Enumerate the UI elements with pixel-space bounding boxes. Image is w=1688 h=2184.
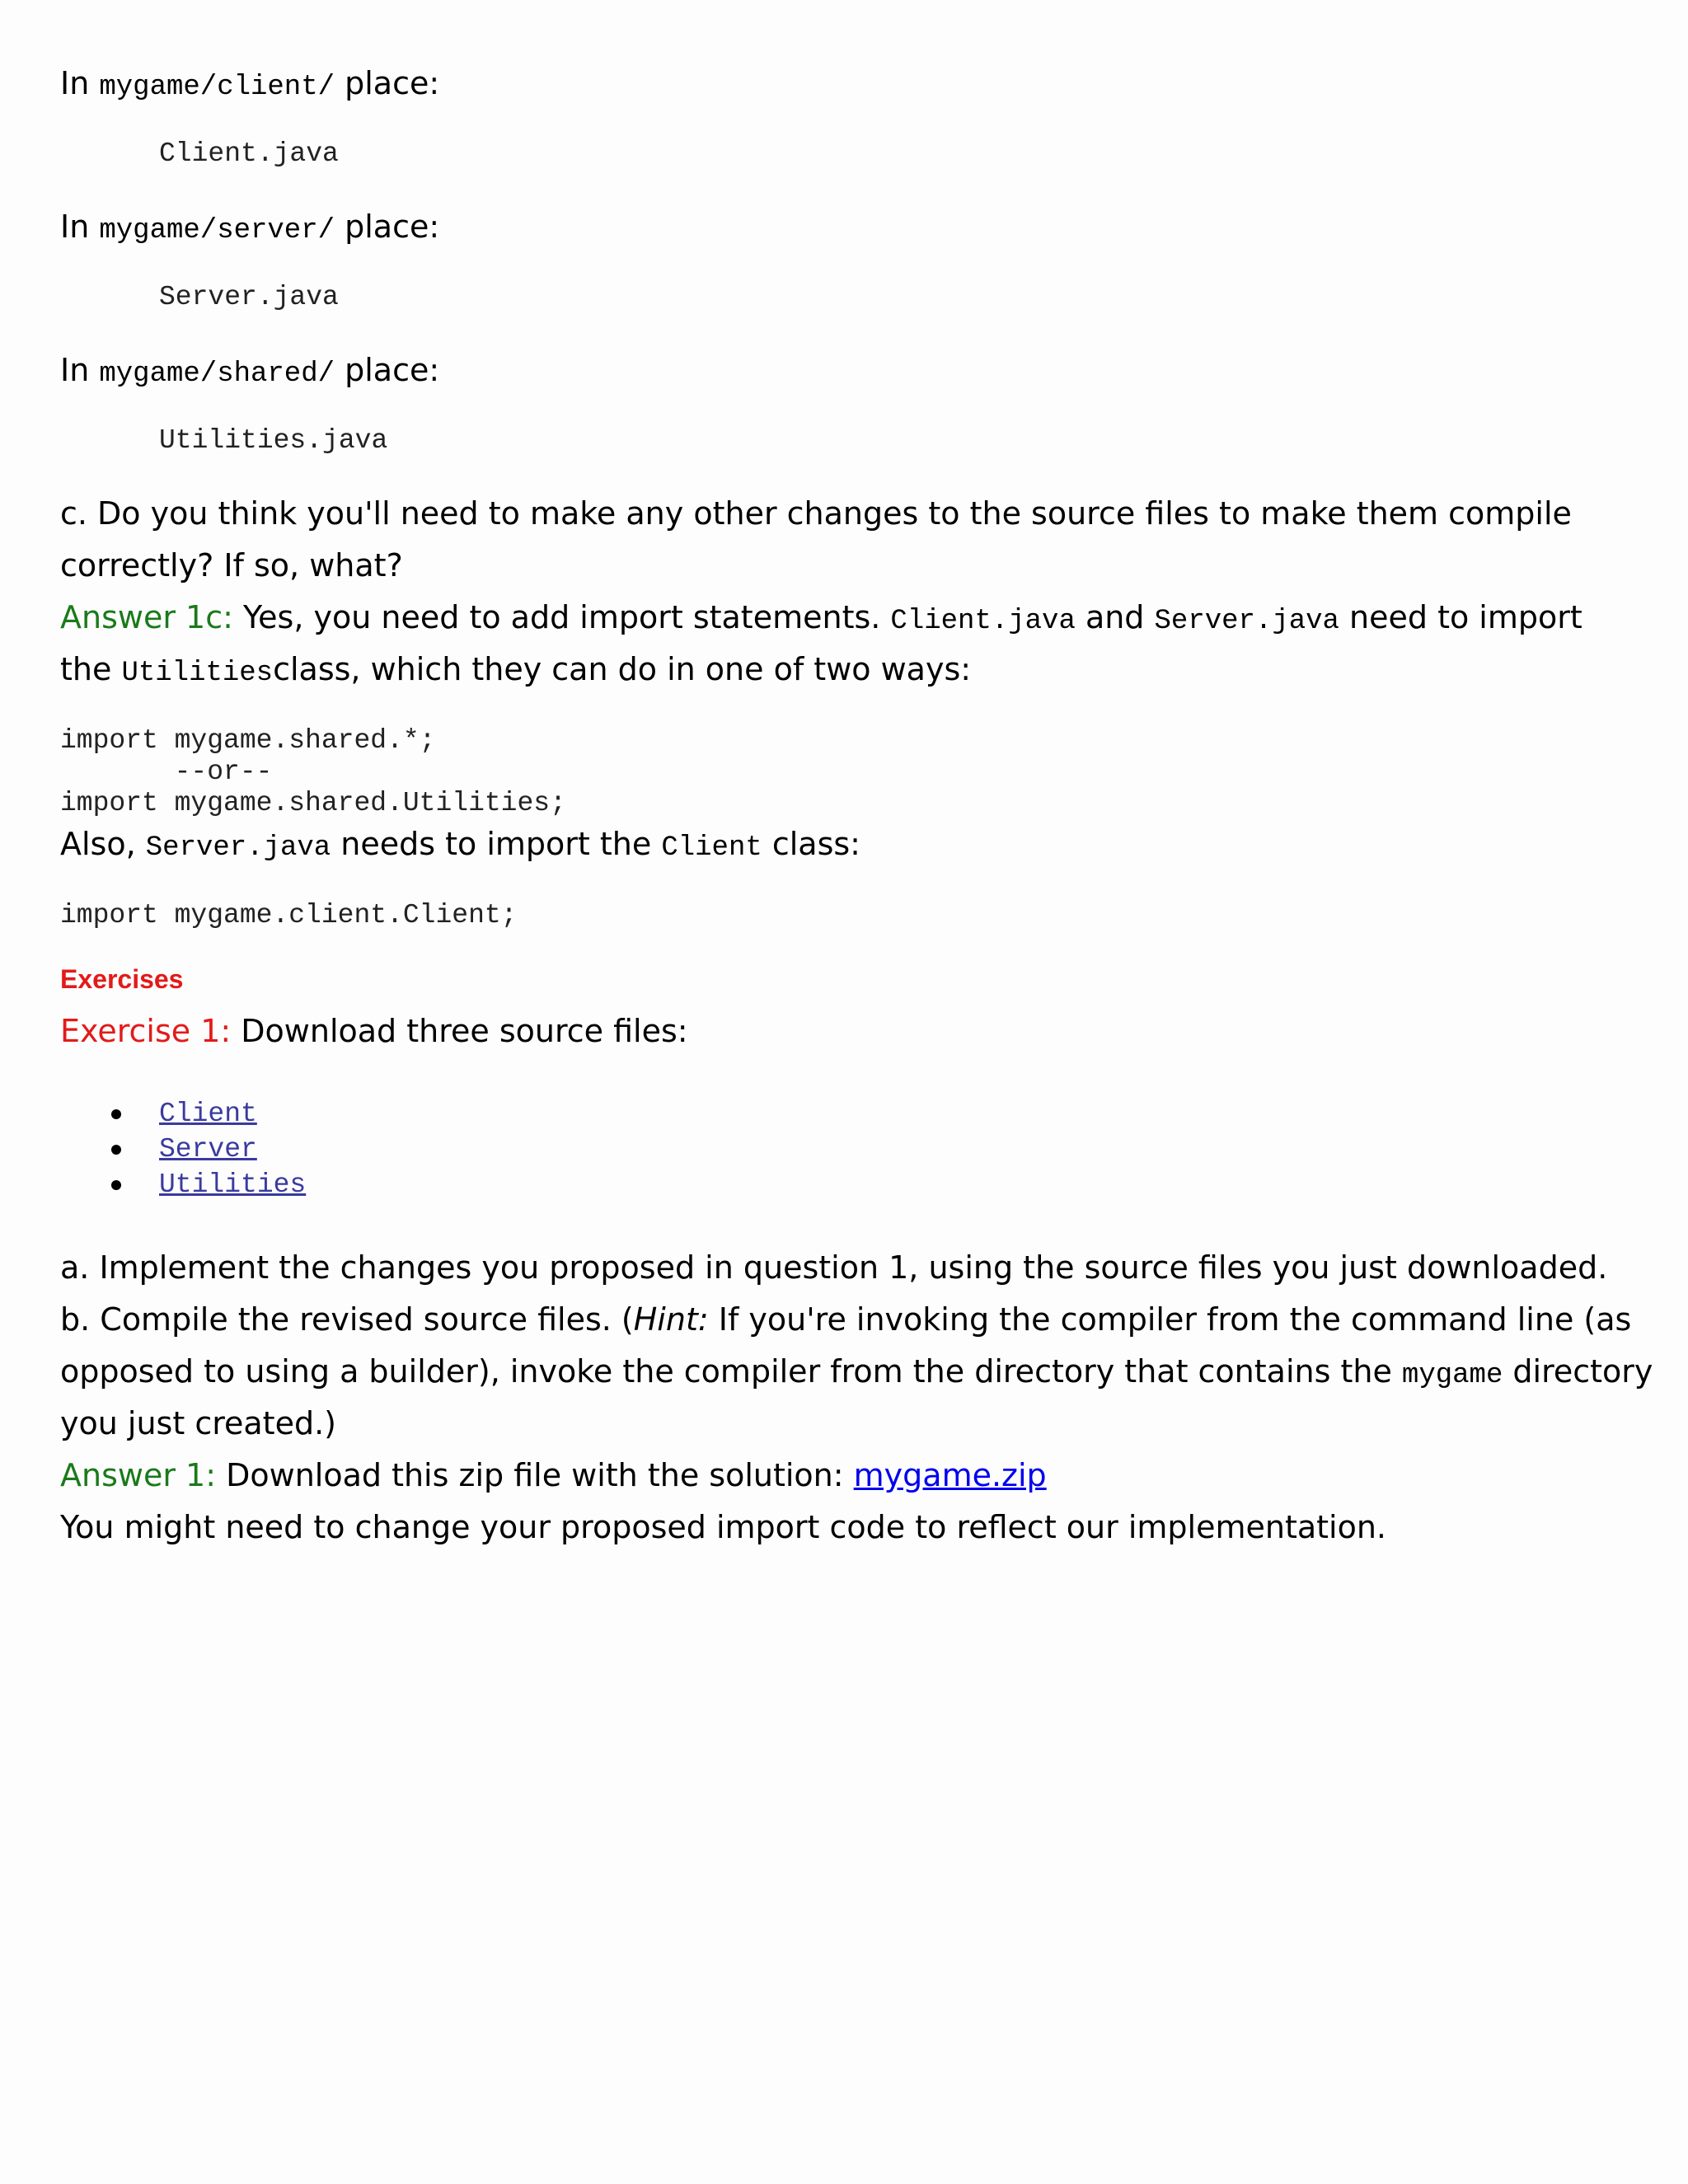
inline-code: mygame (1401, 1360, 1503, 1391)
inline-code: Utilities (121, 658, 274, 689)
body-text: directory (1503, 1353, 1653, 1390)
exercise-1-line (60, 1005, 688, 1057)
hint-label: Hint: (633, 1301, 709, 1338)
answer-text: and (1075, 599, 1155, 635)
also-import-line (60, 818, 860, 874)
exercise-text: Download three source files: (231, 1013, 688, 1049)
file-name-client: Client.java (159, 138, 339, 169)
download-link-server[interactable]: Server (159, 1134, 257, 1165)
placement-suffix: place: (335, 352, 440, 388)
body-text: class: (762, 826, 860, 862)
inline-code: Client.java (890, 606, 1076, 637)
bullet-icon (111, 1145, 121, 1155)
bullet-icon (111, 1180, 121, 1190)
body-text: If you're invoking the compiler from the command line (as (708, 1301, 1632, 1338)
step-b-line-1 (60, 1294, 1631, 1346)
inline-code: Server.java (1154, 606, 1339, 637)
download-link-client[interactable]: Client (159, 1099, 257, 1129)
body-text: opposed to using a builder), invoke the compiler from the directory that contains the (60, 1353, 1402, 1390)
client-import-code: import mygame.client.Client; (60, 900, 518, 930)
placement-client-line (60, 58, 439, 114)
placement-suffix: place: (335, 209, 440, 245)
answer-text: Yes, you need to add import statements. (232, 599, 891, 635)
answer-text: the (60, 651, 122, 687)
placement-server-line (60, 201, 439, 257)
exercise-label: Exercise 1: (60, 1013, 232, 1049)
answer-1c-line-1 (60, 592, 1582, 648)
placement-prefix: In (60, 352, 100, 388)
directory-path: mygame/shared/ (99, 359, 335, 390)
file-name-utilities: Utilities.java (159, 425, 388, 456)
solution-zip-link[interactable]: mygame.zip (853, 1457, 1047, 1493)
answer-1-line (60, 1450, 1047, 1502)
answer-1c-line-2 (60, 644, 971, 700)
answer-label: Answer 1: (60, 1457, 217, 1493)
import-code-block: import mygame.shared.*; --or-- import mygame.shared.Utilities; (60, 725, 566, 818)
file-name-server: Server.java (159, 282, 339, 312)
directory-path: mygame/server/ (99, 215, 335, 246)
answer-text: Download this zip file with the solution: (216, 1457, 854, 1493)
step-b-line-3: you just created.) (60, 1405, 336, 1441)
download-link-utilities[interactable]: Utilities (159, 1169, 307, 1200)
inline-code: Client (661, 832, 762, 864)
placement-prefix: In (60, 65, 100, 101)
inline-code: Server.java (145, 832, 331, 864)
body-text: needs to import the (331, 826, 662, 862)
exercises-heading: Exercises (60, 964, 184, 994)
answer-text: class, which they can do in one of two ways: (273, 651, 972, 687)
answer-text: need to import (1339, 599, 1582, 635)
placement-suffix: place: (335, 65, 440, 101)
answer-label: Answer 1c: (60, 599, 233, 635)
closing-line: You might need to change your proposed import code to reflect our implementation. (60, 1509, 1387, 1545)
directory-path: mygame/client/ (99, 72, 335, 103)
step-b-line-2 (60, 1346, 1653, 1402)
question-c-line-2: correctly? If so, what? (60, 547, 403, 583)
body-text: Also, (60, 826, 146, 862)
placement-prefix: In (60, 209, 100, 245)
placement-shared-line (60, 344, 439, 401)
body-text: b. Compile the revised source files. ( (60, 1301, 634, 1338)
question-c-line-1: c. Do you think you'll need to make any other changes to the source files to make them compile (60, 495, 1572, 532)
bullet-icon (111, 1109, 121, 1119)
step-a: a. Implement the changes you proposed in question 1, using the source files you just downloaded. (60, 1249, 1608, 1286)
